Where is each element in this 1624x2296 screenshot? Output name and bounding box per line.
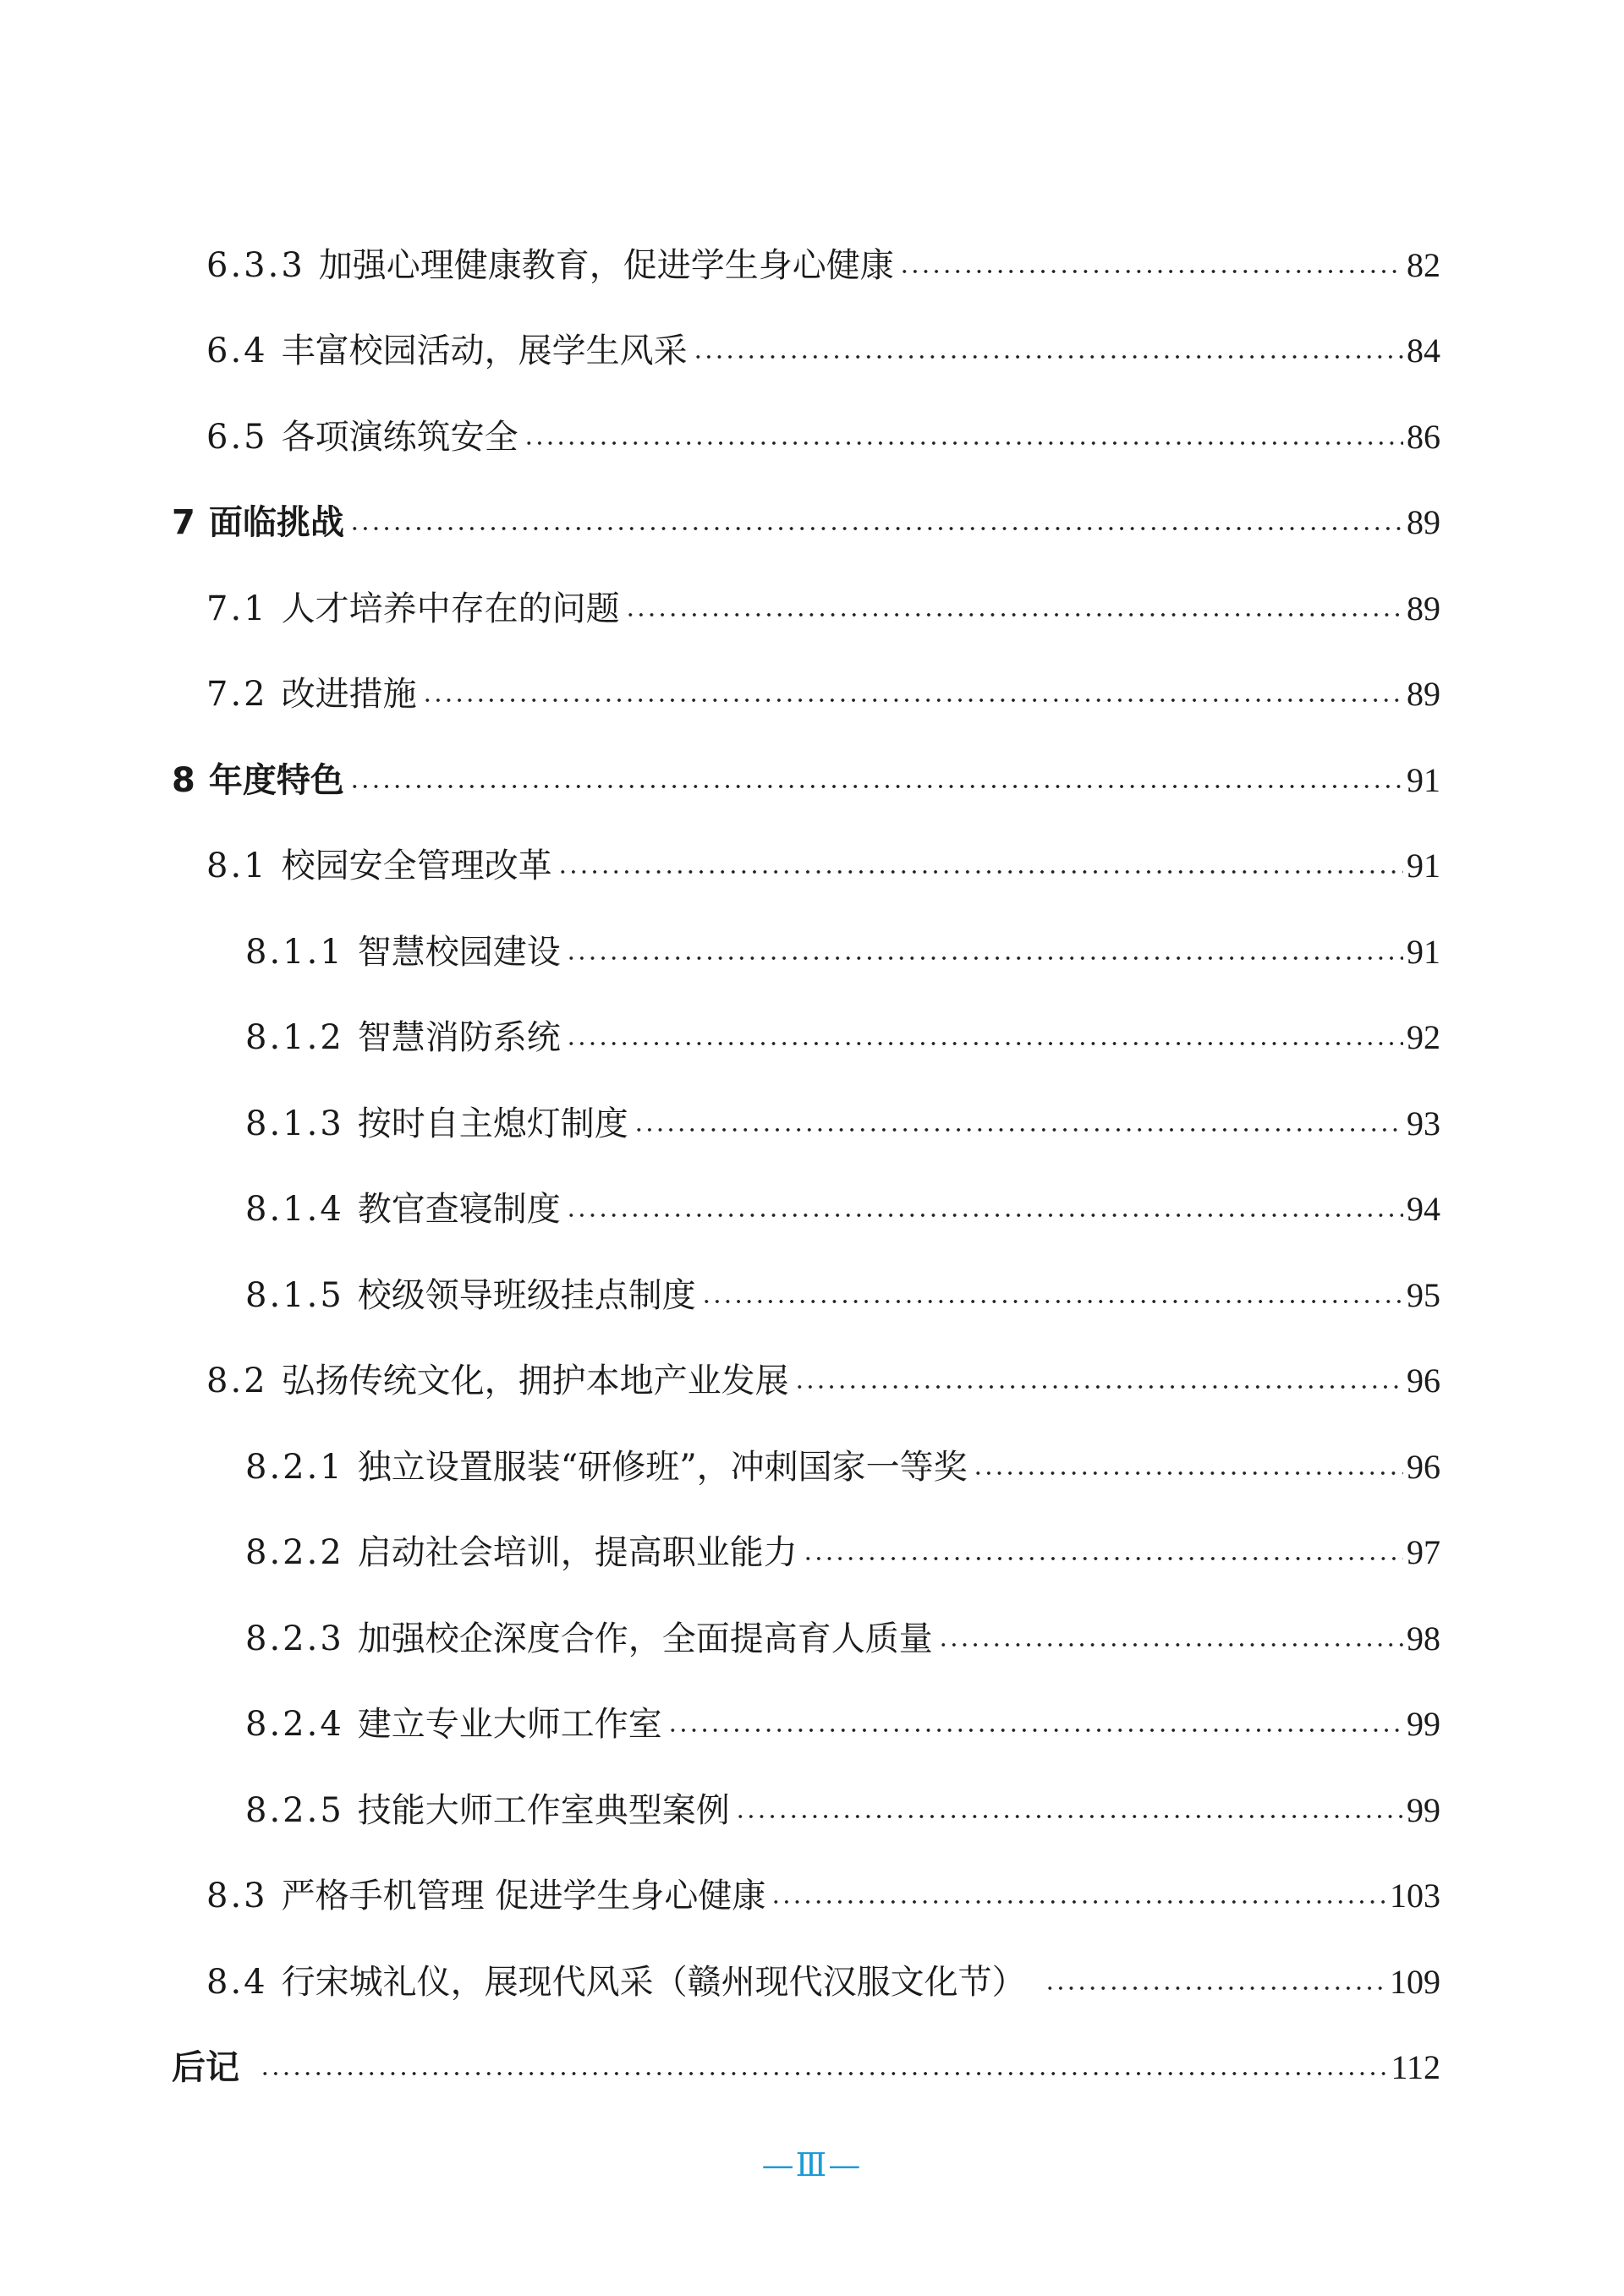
toc-entry[interactable] <box>206 577 1440 631</box>
toc-entry-page-number: 91 <box>1407 761 1440 799</box>
toc-entry-number: 8.2.5 <box>245 1791 344 1830</box>
toc-entry-number: 8.1.2 <box>245 1018 344 1057</box>
toc-dot-leader <box>973 1471 1403 1476</box>
toc-dot-leader <box>771 1899 1386 1904</box>
toc-dot-leader <box>938 1642 1403 1647</box>
toc-dot-leader <box>260 2071 1387 2076</box>
toc-entry-title: 智慧消防系统 <box>357 1018 561 1057</box>
toc-dot-leader <box>566 1213 1403 1218</box>
toc-entry-page-number: 84 <box>1407 332 1440 370</box>
toc-entry-number: 7.2 <box>206 675 268 714</box>
toc-entry[interactable] <box>172 2036 1440 2090</box>
toc-entry-title: 校园安全管理改革 <box>281 847 552 885</box>
toc-entry[interactable] <box>245 1521 1440 1575</box>
toc-dot-leader <box>735 1814 1403 1819</box>
toc-entry[interactable] <box>206 233 1440 288</box>
toc-entry-number: 8.2.4 <box>245 1705 344 1744</box>
toc-entry-title: 加强校企深度合作，全面提高育人质量 <box>357 1619 933 1658</box>
toc-entry[interactable] <box>245 1778 1440 1833</box>
toc-entry-title: 弘扬传统文化，拥护本地产业发展 <box>281 1362 789 1400</box>
toc-entry-title: 校级领导班级挂点制度 <box>357 1276 696 1315</box>
toc-dot-leader <box>634 1127 1403 1132</box>
toc-dot-leader <box>693 354 1403 359</box>
toc-entry-number: 7.1 <box>206 589 268 628</box>
toc-entry-title: 加强心理健康教育，促进学生身心健康 <box>318 246 894 285</box>
toc-entry-number: 8.1.5 <box>245 1276 344 1315</box>
toc-entry-page-number: 99 <box>1407 1791 1440 1829</box>
toc-entry-page-number: 98 <box>1407 1619 1440 1658</box>
toc-dot-leader <box>667 1728 1403 1733</box>
toc-entry-number: 8.1 <box>206 847 268 885</box>
toc-dot-leader <box>422 698 1403 703</box>
toc-entry-title: 后记 <box>172 2048 239 2087</box>
toc-entry-page-number: 99 <box>1407 1705 1440 1743</box>
toc-entry-number: 6.3.3 <box>206 246 305 285</box>
toc-entry-page-number: 96 <box>1407 1448 1440 1486</box>
toc-entry[interactable] <box>206 1349 1440 1403</box>
toc-entry-page-number: 91 <box>1407 933 1440 971</box>
toc-entry-title: 严格手机管理 促进学生身心健康 <box>281 1877 766 1915</box>
toc-entry-page-number: 89 <box>1407 503 1440 541</box>
toc-dot-leader <box>557 869 1403 874</box>
toc-dot-leader <box>566 956 1403 961</box>
toc-entry-page-number: 95 <box>1407 1276 1440 1314</box>
toc-dot-leader <box>803 1556 1403 1561</box>
toc-entry-number: 8.2.2 <box>245 1533 344 1572</box>
toc-entry-number: 8 <box>172 761 195 800</box>
toc-dot-leader <box>349 784 1403 789</box>
toc-dot-leader <box>566 1041 1403 1046</box>
toc-entry-number: 7 <box>172 503 195 542</box>
toc-entry-number: 8.1.4 <box>245 1190 344 1229</box>
toc-entry[interactable] <box>245 1092 1440 1146</box>
toc-entry-title: 各项演练筑安全 <box>281 418 518 457</box>
toc-entry-page-number: 97 <box>1407 1533 1440 1571</box>
toc-entry-page-number: 89 <box>1407 675 1440 713</box>
toc-entry[interactable] <box>245 1006 1440 1060</box>
toc-dot-leader <box>701 1299 1403 1304</box>
toc-entry[interactable] <box>245 1177 1440 1231</box>
toc-dot-leader <box>524 441 1403 446</box>
toc-entry-title: 改进措施 <box>281 675 417 714</box>
toc-dot-leader <box>349 526 1403 531</box>
toc-entry[interactable] <box>172 748 1440 803</box>
toc-dot-leader <box>625 612 1403 617</box>
toc-entry[interactable] <box>206 1864 1440 1918</box>
toc-entry-number: 8.4 <box>206 1963 268 2002</box>
toc-entry-page-number: 96 <box>1407 1362 1440 1400</box>
toc-entry[interactable] <box>245 920 1440 974</box>
toc-entry[interactable] <box>206 834 1440 888</box>
toc-dot-leader <box>1045 1986 1386 1991</box>
toc-entry[interactable] <box>206 405 1440 459</box>
toc-entry-number: 8.2.1 <box>245 1448 344 1487</box>
toc-entry-page-number: 86 <box>1407 418 1440 456</box>
toc-dot-leader <box>899 269 1403 274</box>
toc-entry-title: 人才培养中存在的问题 <box>281 589 620 628</box>
toc-entry-page-number: 94 <box>1407 1190 1440 1228</box>
toc-entry-title: 智慧校园建设 <box>357 933 561 972</box>
toc-entry-title: 建立专业大师工作室 <box>357 1705 662 1744</box>
toc-entry-title: 技能大师工作室典型案例 <box>357 1791 730 1830</box>
toc-entry-number: 8.1.3 <box>245 1104 344 1143</box>
toc-entry-title: 教官查寝制度 <box>357 1190 561 1229</box>
toc-entry-title: 行宋城礼仪，展现代风采（赣州现代汉服文化节） <box>281 1963 1026 2002</box>
toc-entry-title: 年度特色 <box>208 761 344 800</box>
toc-entry[interactable] <box>172 490 1440 545</box>
toc-entry-number: 6.4 <box>206 332 268 370</box>
toc-entry-page-number: 93 <box>1407 1104 1440 1143</box>
toc-dot-leader <box>794 1384 1403 1389</box>
toc-entry-title: 丰富校园活动，展学生风采 <box>281 332 688 370</box>
toc-entry-page-number: 112 <box>1391 2048 1440 2086</box>
toc-entry-number: 8.3 <box>206 1877 268 1915</box>
toc-entry[interactable] <box>245 1435 1440 1489</box>
toc-entry-number: 8.2 <box>206 1362 268 1400</box>
toc-entry-title: 面临挑战 <box>208 503 344 542</box>
toc-entry-number: 6.5 <box>206 418 268 457</box>
toc-entry[interactable] <box>245 1692 1440 1746</box>
toc-entry-number: 8.1.1 <box>245 933 344 972</box>
toc-entry-page-number: 82 <box>1407 246 1440 284</box>
toc-entry-number: 8.2.3 <box>245 1619 344 1658</box>
toc-entry-title: 启动社会培训，提高职业能力 <box>357 1533 798 1572</box>
toc-entry-title: 独立设置服装“研修班”，冲刺国家一等奖 <box>357 1448 968 1487</box>
toc-entry[interactable] <box>206 662 1440 716</box>
toc-entry-page-number: 91 <box>1407 847 1440 885</box>
page-number-footer: —Ⅲ— <box>761 2146 863 2184</box>
toc-entry-page-number: 92 <box>1407 1018 1440 1056</box>
toc-entry-page-number: 103 <box>1390 1877 1440 1915</box>
toc-entry-page-number: 109 <box>1390 1963 1440 2001</box>
toc-entry[interactable] <box>206 1950 1440 2004</box>
toc-entry-page-number: 89 <box>1407 589 1440 627</box>
toc-entry[interactable] <box>245 1263 1440 1318</box>
toc-entry[interactable] <box>206 319 1440 373</box>
toc-entry[interactable] <box>245 1607 1440 1661</box>
toc-entry-title: 按时自主熄灯制度 <box>357 1104 628 1143</box>
